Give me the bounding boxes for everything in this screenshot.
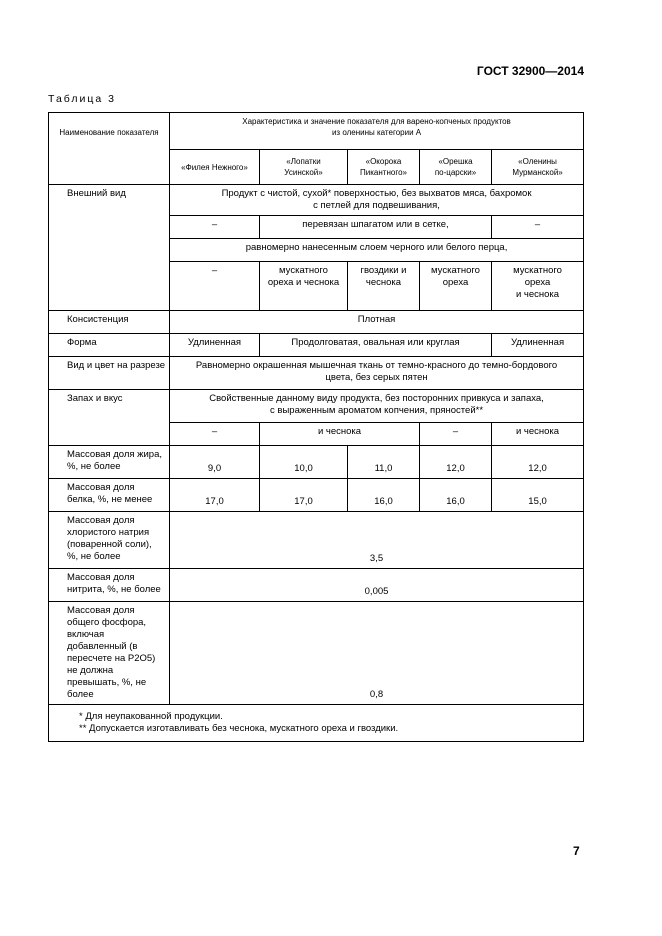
page-number: 7 — [573, 844, 580, 858]
smell-garlic: и чеснока — [260, 423, 420, 446]
product-characteristics-table — [48, 112, 584, 742]
smell-label: Запах и вкус — [49, 390, 170, 446]
tied-dash: – — [492, 216, 584, 239]
phosphorus-label: Массовая доля общего фосфора, включая добавленный (в пересчете на P2O5) не должна превышать, %, не более — [49, 602, 170, 705]
smell-value: Свойственные данному виду продукта, без посторонних привкуса и запаха, с выраженным ароматом копчения, пряностей** — [170, 390, 584, 423]
product-header: «Оленины Мурманской» — [492, 150, 584, 185]
tied-text: перевязан шпагатом или в сетке, — [260, 216, 492, 239]
nitrite-row — [49, 569, 584, 602]
protein-label: Массовая доля белка, %, не менее — [49, 479, 170, 512]
salt-label: Массовая доля хлористого натрия (поваренной соли), %, не более — [49, 512, 170, 569]
shape-value: Продолговатая, овальная или круглая — [260, 334, 492, 357]
salt-value: 3,5 — [170, 512, 584, 569]
nitrite-value: 0,005 — [170, 569, 584, 602]
protein-row — [49, 479, 584, 512]
footnote: * Для неупакованной продукции. — [79, 711, 223, 722]
tied-dash: – — [170, 216, 260, 239]
protein-value: 15,0 — [492, 479, 584, 512]
fat-row — [49, 446, 584, 479]
phosphorus-row — [49, 602, 584, 705]
consistency-row — [49, 311, 584, 334]
salt-row — [49, 512, 584, 569]
spice-dash: – — [170, 262, 260, 311]
product-header: «Филея Нежного» — [170, 150, 260, 185]
fat-value: 9,0 — [170, 446, 260, 479]
cut-value: Равномерно окрашенная мышечная ткань от темно-красного до темно-бордового цвета, без серых пятен — [170, 357, 584, 390]
footnotes-cell — [49, 705, 584, 742]
smell-row — [49, 390, 584, 423]
fat-label: Массовая доля жира, %, не более — [49, 446, 170, 479]
fat-value: 10,0 — [260, 446, 348, 479]
consistency-label: Консистенция — [49, 311, 170, 334]
cut-row — [49, 357, 584, 390]
spice-value: мускатного ореха и чеснока — [260, 262, 348, 311]
spice-value: мускатного ореха — [420, 262, 492, 311]
standard-code: ГОСТ 32900—2014 — [476, 64, 584, 78]
smell-garlic: и чеснока — [492, 423, 584, 446]
product-header: «Лопатки Усинской» — [260, 150, 348, 185]
fat-value: 12,0 — [420, 446, 492, 479]
shape-label: Форма — [49, 334, 170, 357]
table-title: Таблица 3 — [48, 93, 116, 105]
protein-value: 16,0 — [348, 479, 420, 512]
main-header: Характеристика и значение показателя для варено-копченых продуктов из оленины категории А — [170, 113, 584, 150]
smell-dash: – — [170, 423, 260, 446]
phosphorus-value: 0,8 — [170, 602, 584, 705]
protein-value: 17,0 — [170, 479, 260, 512]
appearance-label: Внешний вид — [49, 185, 170, 311]
footnotes-row — [49, 705, 584, 742]
shape-row — [49, 334, 584, 357]
nitrite-label: Массовая доля нитрита, %, не более — [49, 569, 170, 602]
cut-label: Вид и цвет на разрезе — [49, 357, 170, 390]
pepper-text: равномерно нанесенным слоем черного или белого перца, — [170, 239, 584, 262]
appearance-row — [49, 185, 584, 216]
fat-value: 12,0 — [492, 446, 584, 479]
protein-value: 17,0 — [260, 479, 348, 512]
param-header: Наименование показателя — [49, 113, 170, 185]
fat-value: 11,0 — [348, 446, 420, 479]
protein-value: 16,0 — [420, 479, 492, 512]
footnote: ** Допускается изготавливать без чеснока, мускатного ореха и гвоздики. — [79, 723, 399, 734]
spice-value: гвоздики и чеснока — [348, 262, 420, 311]
table-header-row — [49, 113, 584, 150]
shape-value: Удлиненная — [170, 334, 260, 357]
spice-value: мускатного ореха и чеснока — [492, 262, 584, 311]
shape-value: Удлиненная — [492, 334, 584, 357]
product-header: «Окорока Пикантного» — [348, 150, 420, 185]
appearance-surface: Продукт с чистой, сухой* поверхностью, без выхватов мяса, бахромок с петлей для подвешивания, — [170, 185, 584, 216]
consistency-value: Плотная — [170, 311, 584, 334]
product-header: «Орешка по-царски» — [420, 150, 492, 185]
smell-dash: – — [420, 423, 492, 446]
